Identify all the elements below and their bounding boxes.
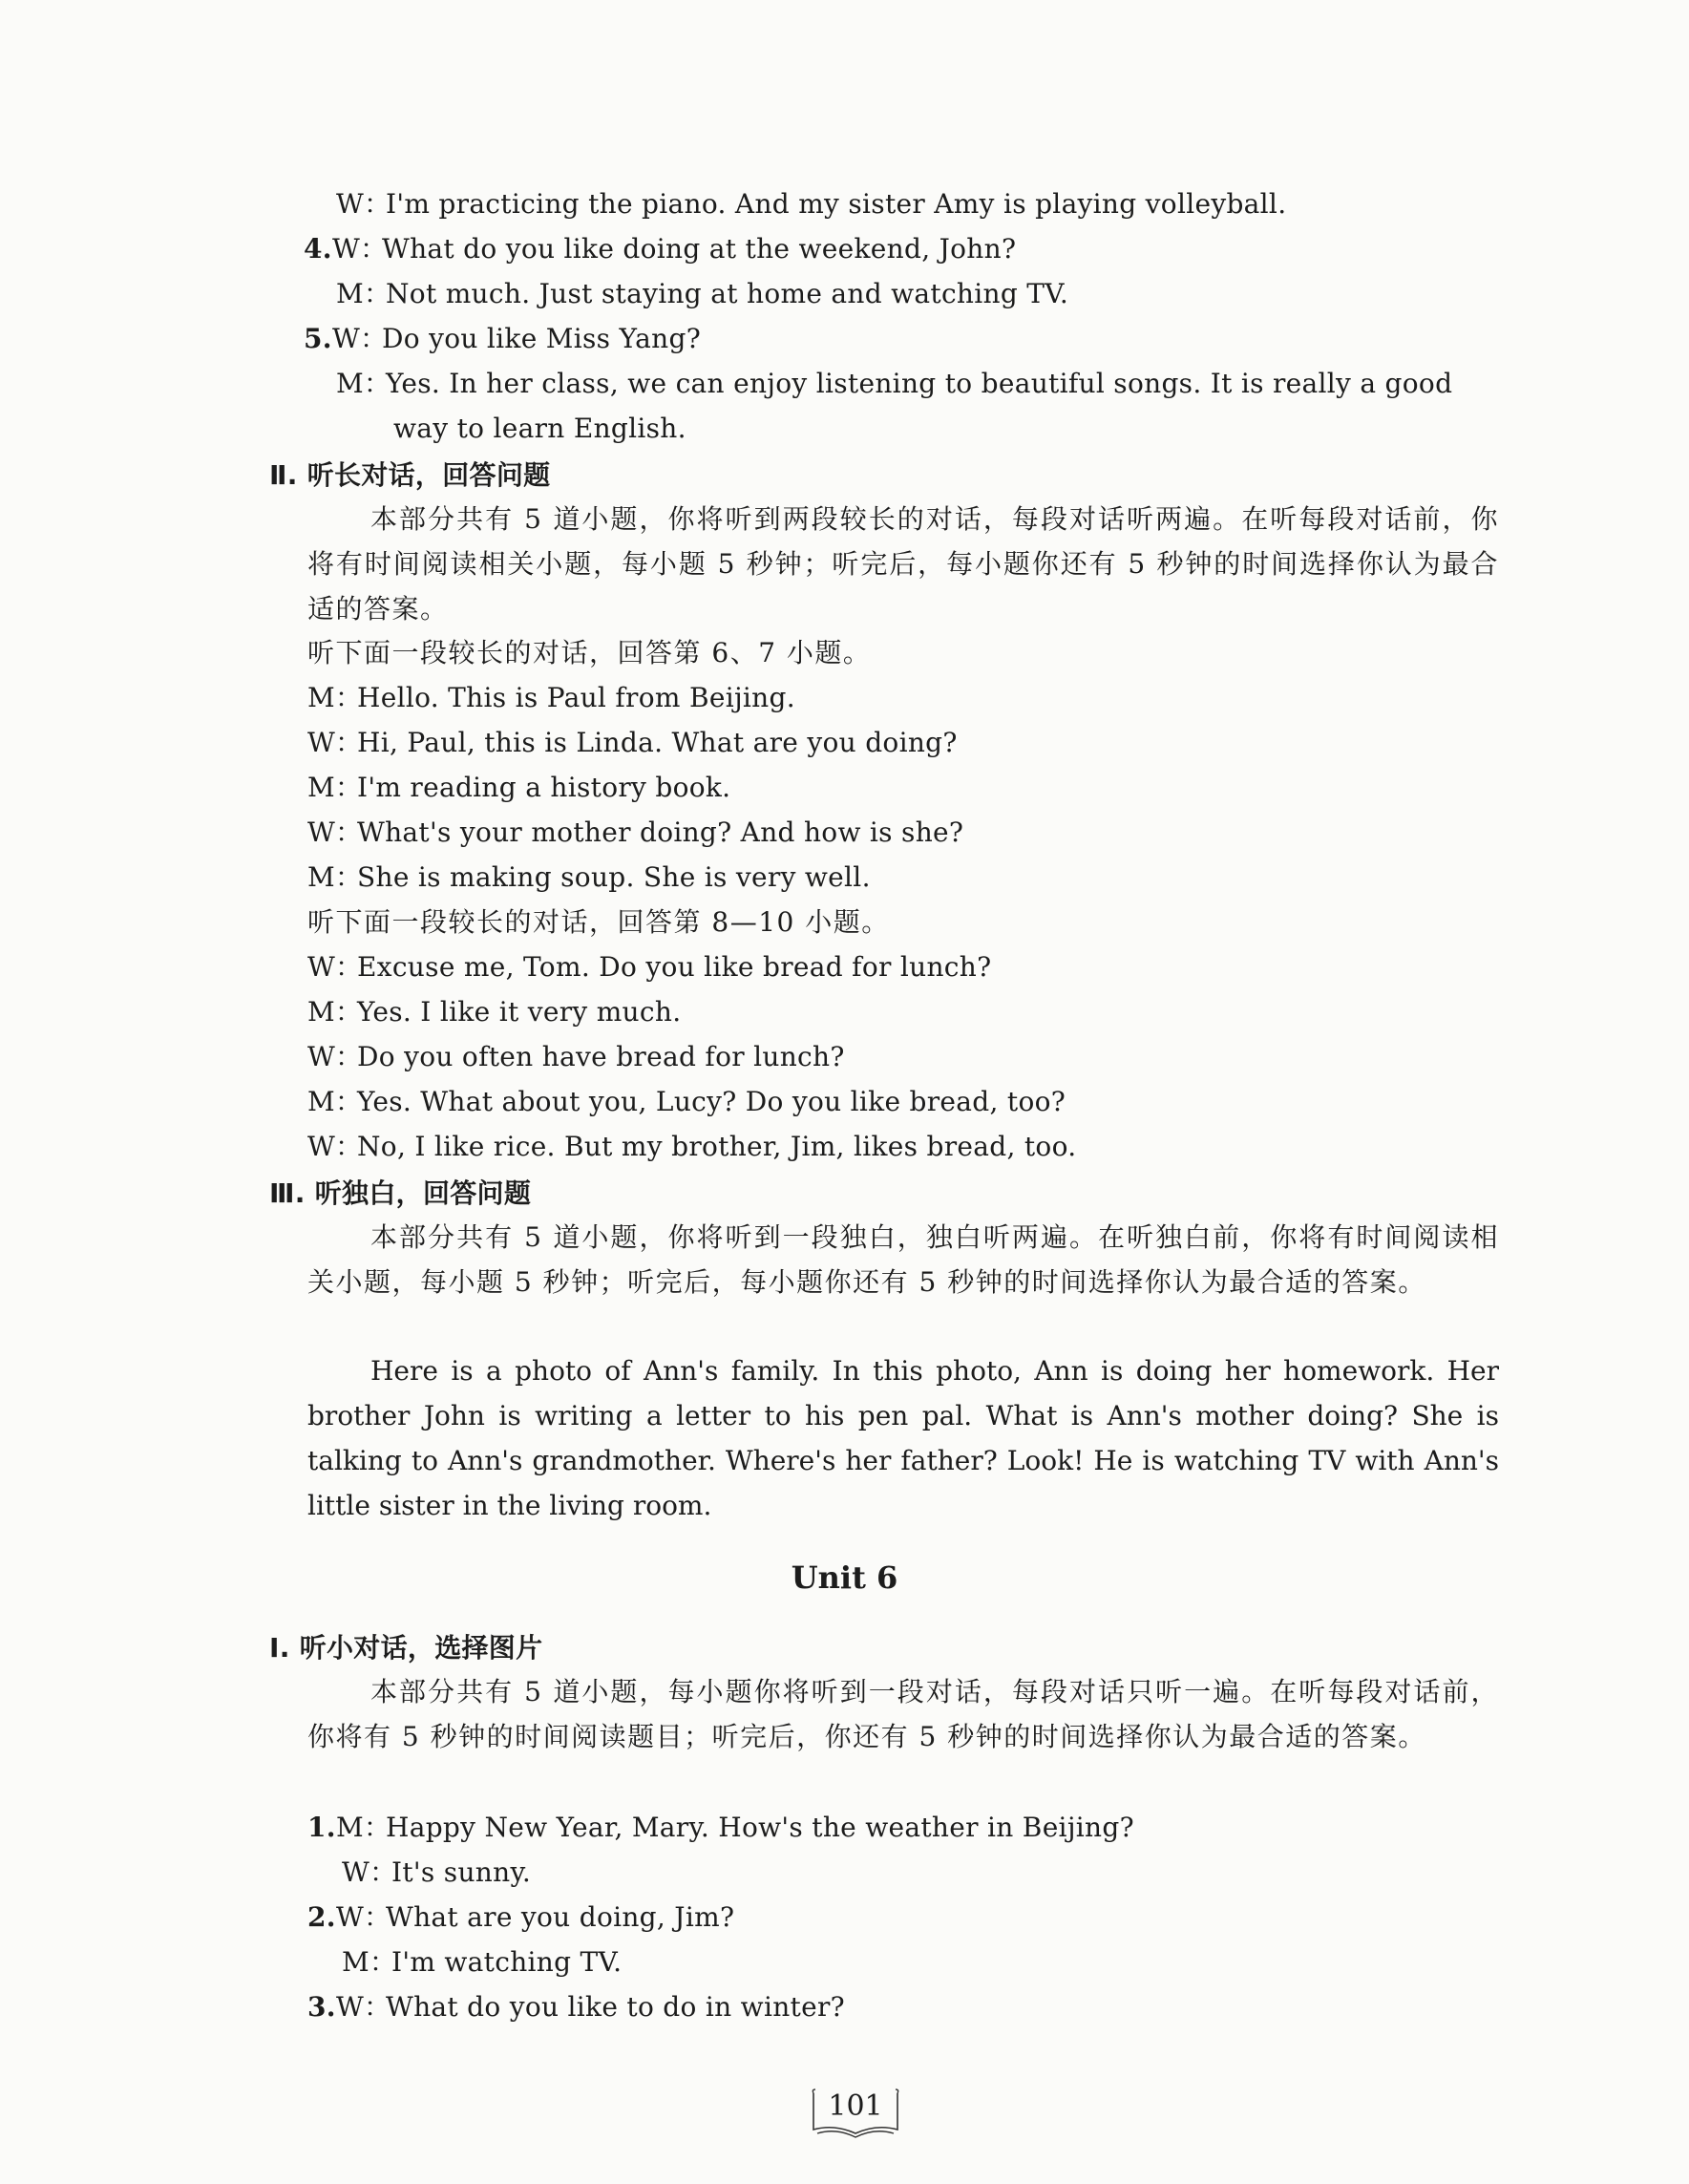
section-3-heading: Ⅲ. 听独白，回答问题 bbox=[269, 1177, 532, 1209]
dialogue-line: W：No, I like rice. But my brother, Jim, likes bread, too. bbox=[307, 1131, 1077, 1162]
dialogue-line: W：Hi, Paul, this is Linda. What are you doing? bbox=[307, 727, 958, 758]
section-3-instructions: 本部分共有 5 道小题，你将听到一段独白，独白听两遍。在听独白前，你将有时间阅读相关小题，每小题 5 秒钟；听完后，每小题你还有 5 秒钟的时间选择你认为最合适的答案。 bbox=[307, 1221, 1499, 1298]
unit-title: Unit 6 bbox=[791, 1559, 898, 1596]
page-number bbox=[808, 2086, 903, 2143]
dialogue-line: W：I'm practicing the piano. And my sister Amy is playing volleyball. bbox=[336, 188, 1287, 220]
dialogue-line: W：Do you often have bread for lunch? bbox=[307, 1041, 845, 1072]
page-number-text: 101 bbox=[828, 2089, 883, 2123]
dialogue-line: W：Excuse me, Tom. Do you like bread for lunch? bbox=[307, 951, 992, 983]
section-2-heading: Ⅱ. 听长对话，回答问题 bbox=[269, 459, 551, 491]
unit6-section-1-instructions: 本部分共有 5 道小题，每小题你将听到一段对话，每段对话只听一遍。在听每段对话前，你将有 5 秒钟的时间阅读题目；听完后，你还有 5 秒钟的时间选择你认为最合适的答案。 bbox=[307, 1676, 1499, 1752]
question-4-line: 4.W：What do you like doing at the weekend, John? bbox=[304, 233, 1017, 265]
dialogue-line: M：Yes. What about you, Lucy? Do you like bread, too? bbox=[307, 1086, 1066, 1117]
unit6-section-1-heading: Ⅰ. 听小对话，选择图片 bbox=[269, 1632, 543, 1664]
question-3-line: 3.W：What do you like to do in winter? bbox=[307, 1991, 845, 2023]
dialogue-line: M：I'm watching TV. bbox=[342, 1946, 623, 1978]
dialogue-line: M：I'm reading a history book. bbox=[307, 772, 731, 803]
question-1-line: 1.M：Happy New Year, Mary. How's the weather in Beijing? bbox=[307, 1812, 1134, 1843]
question-5-line: 5.W：Do you like Miss Yang? bbox=[304, 323, 702, 354]
dialogue-line: W：It's sunny. bbox=[342, 1856, 532, 1888]
question-2-line: 2.W：What are you doing, Jim? bbox=[307, 1901, 735, 1933]
section-2-intro-2: 听下面一段较长的对话，回答第 8—10 小题。 bbox=[307, 906, 890, 938]
dialogue-line: M：Yes. In her class, we can enjoy listening to beautiful songs. It is really a good bbox=[336, 368, 1453, 399]
dialogue-line: M：Not much. Just staying at home and watching TV. bbox=[336, 278, 1069, 309]
dialogue-line: M：She is making soup. She is very well. bbox=[307, 861, 871, 893]
dialogue-line: M：Hello. This is Paul from Beijing. bbox=[307, 682, 795, 713]
section-2-instructions: 本部分共有 5 道小题，你将听到两段较长的对话，每段对话听两遍。在听每段对话前，你将有时间阅读相关小题，每小题 5 秒钟；听完后，每小题你还有 5 秒钟的时间选择你认为最合适的答案。 bbox=[307, 503, 1499, 625]
dialogue-line: W：What's your mother doing? And how is she? bbox=[307, 816, 964, 848]
monologue-text: Here is a photo of Ann's family. In this photo, Ann is doing her homework. Her brother John is writing a letter to his pen pal. What is Ann's mother doing? She is talking to Ann's grandmother. Where's her father? Look! He is watching TV with Ann's little sister in the living room. bbox=[307, 1355, 1499, 1521]
dialogue-line: M：Yes. I like it very much. bbox=[307, 996, 682, 1028]
section-2-intro-1: 听下面一段较长的对话，回答第 6、7 小题。 bbox=[307, 637, 872, 668]
dialogue-line-continued: way to learn English. bbox=[393, 413, 686, 444]
